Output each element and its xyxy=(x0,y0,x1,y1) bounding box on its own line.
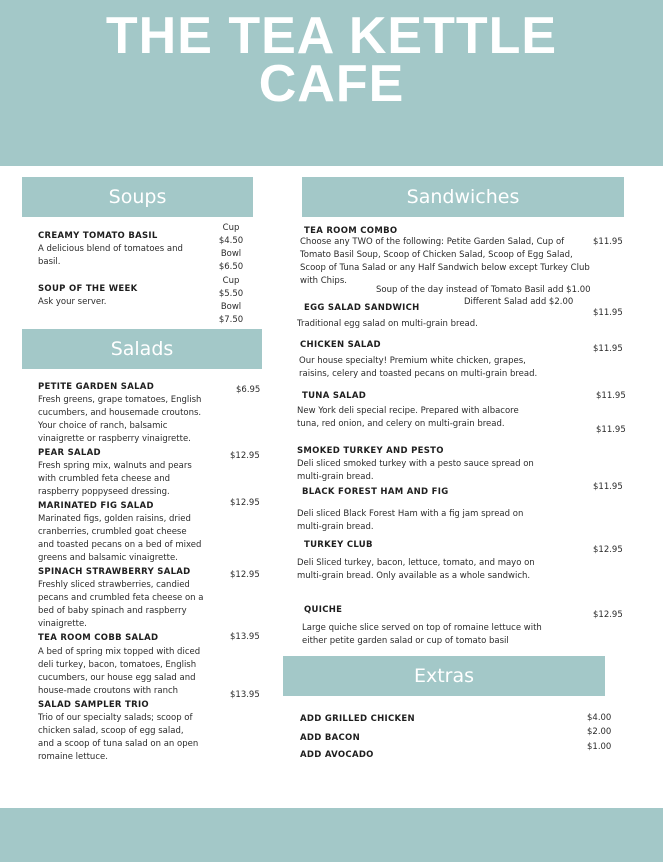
salad-description: cucumbers, our house egg salad and xyxy=(38,673,196,683)
extra-price: $2.00 xyxy=(587,727,612,737)
salad-description: Your choice of ranch, balsamic xyxy=(38,421,168,431)
salad-description: Trio of our specialty salads; scoop of xyxy=(38,713,193,723)
extra-price: $1.00 xyxy=(587,742,612,752)
cafe-title-line1: THE TEA KETTLE xyxy=(105,7,558,65)
sandwich-note: Soup of the day instead of Tomato Basil add $1.00 xyxy=(376,285,591,295)
sandwiches-heading: Sandwiches xyxy=(302,177,624,217)
salad-price: $13.95 xyxy=(230,632,260,642)
sandwich-name: TURKEY CLUB xyxy=(304,540,373,550)
salad-description: Marinated figs, golden raisins, dried xyxy=(38,514,191,524)
sandwich-name: BLACK FOREST HAM AND FIG xyxy=(302,487,449,497)
salad-description: chicken salad, scoop of egg salad, xyxy=(38,726,184,736)
salad-description: raspberry poppyseed dressing. xyxy=(38,487,170,497)
soups-heading: Soups xyxy=(22,177,253,217)
salad-price: $13.95 xyxy=(230,690,260,700)
sandwich-name: TEA ROOM COMBO xyxy=(304,226,398,236)
sandwich-price: $11.95 xyxy=(596,391,626,401)
soup-size-label: Bowl xyxy=(220,249,242,259)
sandwich-name: SMOKED TURKEY AND PESTO xyxy=(297,446,444,456)
salad-description: Fresh greens, grape tomatoes, English xyxy=(38,395,202,405)
soup-description: A delicious blend of tomatoes and xyxy=(38,244,183,254)
salad-description: Fresh spring mix, walnuts and pears xyxy=(38,461,192,471)
salad-name: PEAR SALAD xyxy=(38,448,101,458)
sandwich-description: Choose any TWO of the following: Petite Garden Salad, Cup of xyxy=(300,237,565,247)
sandwich-description: Tomato Basil Soup, Scoop of Chicken Salad, Scoop of Egg Salad, xyxy=(300,250,573,260)
sandwich-name: QUICHE xyxy=(304,605,343,615)
salad-name: PETITE GARDEN SALAD xyxy=(38,382,155,392)
salad-description: greens and balsamic vinaigrette. xyxy=(38,553,178,563)
salad-description: bed of baby spinach and raspberry xyxy=(38,606,187,616)
salad-description: deli turkey, bacon, tomatoes, English xyxy=(38,660,197,670)
soup-size-label: Cup xyxy=(222,223,240,233)
salad-name: TEA ROOM COBB SALAD xyxy=(38,633,159,643)
soup-size-label: Cup xyxy=(222,276,240,286)
soup-description: Ask your server. xyxy=(38,297,107,307)
sandwich-description: with Chips. xyxy=(300,276,347,286)
sandwich-description: Scoop of Tuna Salad or any Half Sandwich below except Turkey Club xyxy=(300,263,590,273)
salad-description: A bed of spring mix topped with diced xyxy=(38,647,201,657)
sandwich-price: $11.95 xyxy=(593,482,623,492)
sandwich-description: either petite garden salad or cup of tomato basil xyxy=(302,636,509,646)
cafe-title-line2: CAFE xyxy=(258,55,405,113)
salad-price: $12.95 xyxy=(230,451,260,461)
salad-description: cranberries, crumbled goat cheese xyxy=(38,527,187,537)
salad-price: $12.95 xyxy=(230,570,260,580)
sandwich-price: $12.95 xyxy=(593,545,623,555)
sandwich-description: multi-grain bread. Only available as a whole sandwich. xyxy=(297,571,531,581)
salad-name: SALAD SAMPLER TRIO xyxy=(38,700,149,710)
sandwich-note: Different Salad add $2.00 xyxy=(464,297,574,307)
salad-price: $6.95 xyxy=(236,385,261,395)
salad-description: house-made croutons with ranch xyxy=(38,686,179,696)
sandwich-name: TUNA SALAD xyxy=(302,391,367,401)
salad-description: vinaigrette. xyxy=(38,619,87,629)
salad-description: and toasted pecans on a bed of mixed xyxy=(38,540,202,550)
footer-banner xyxy=(0,808,663,862)
salad-description: Freshly sliced strawberries, candied xyxy=(38,580,190,590)
extras-heading: Extras xyxy=(283,656,605,696)
sandwich-description: Our house specialty! Premium white chicken, grapes, xyxy=(299,356,526,366)
sandwich-description: raisins, celery and toasted pecans on multi-grain bread. xyxy=(299,369,538,379)
sandwich-description: Traditional egg salad on multi-grain bread. xyxy=(297,319,478,329)
sandwich-description: Deli sliced Black Forest Ham with a fig jam spread on xyxy=(297,509,524,519)
salad-name: SPINACH STRAWBERRY SALAD xyxy=(38,567,191,577)
sandwich-price: $12.95 xyxy=(593,610,623,620)
salad-price: $12.95 xyxy=(230,498,260,508)
soup-price: $4.50 xyxy=(218,236,244,246)
soup-price: $7.50 xyxy=(218,315,244,325)
extra-price: $4.00 xyxy=(587,713,612,723)
sandwich-price: $11.95 xyxy=(593,308,623,318)
sandwich-description: multi-grain bread. xyxy=(297,522,374,532)
soup-price: $6.50 xyxy=(218,262,244,272)
salad-description: romaine lettuce. xyxy=(38,752,108,762)
salad-description: vinaigrette or raspberry vinaigrette. xyxy=(38,434,191,444)
sandwich-description: New York deli special recipe. Prepared with albacore xyxy=(297,406,519,416)
soup-name: SOUP OF THE WEEK xyxy=(38,284,138,294)
sandwich-name: CHICKEN SALAD xyxy=(300,340,381,350)
salads-heading: Salads xyxy=(22,329,262,369)
sandwich-description: Deli sliced smoked turkey with a pesto sauce spread on xyxy=(297,459,534,469)
sandwich-description: Deli Sliced turkey, bacon, lettuce, tomato, and mayo on xyxy=(297,558,535,568)
sandwich-price: $11.95 xyxy=(593,344,623,354)
sandwich-description: Large quiche slice served on top of romaine lettuce with xyxy=(302,623,542,633)
sandwich-price: $11.95 xyxy=(596,425,626,435)
soup-description: basil. xyxy=(38,257,61,267)
soup-price: $5.50 xyxy=(218,289,244,299)
extra-name: ADD BACON xyxy=(300,733,360,743)
salad-name: MARINATED FIG SALAD xyxy=(38,501,154,511)
salad-description: cucumbers, and housemade croutons. xyxy=(38,408,202,418)
extra-name: ADD GRILLED CHICKEN xyxy=(300,714,415,724)
soup-name: CREAMY TOMATO BASIL xyxy=(38,231,158,241)
sandwich-description: tuna, red onion, and celery on multi-grain bread. xyxy=(297,419,505,429)
sandwich-description: multi-grain bread. xyxy=(297,472,374,482)
sandwich-price: $11.95 xyxy=(593,237,623,247)
sandwich-name: EGG SALAD SANDWICH xyxy=(304,303,420,313)
salad-description: and a scoop of tuna salad on an open xyxy=(38,739,199,749)
salad-description: pecans and crumbled feta cheese on a xyxy=(38,593,204,603)
salad-description: with crumbled feta cheese and xyxy=(38,474,170,484)
extra-name: ADD AVOCADO xyxy=(300,750,374,760)
soup-size-label: Bowl xyxy=(220,302,242,312)
